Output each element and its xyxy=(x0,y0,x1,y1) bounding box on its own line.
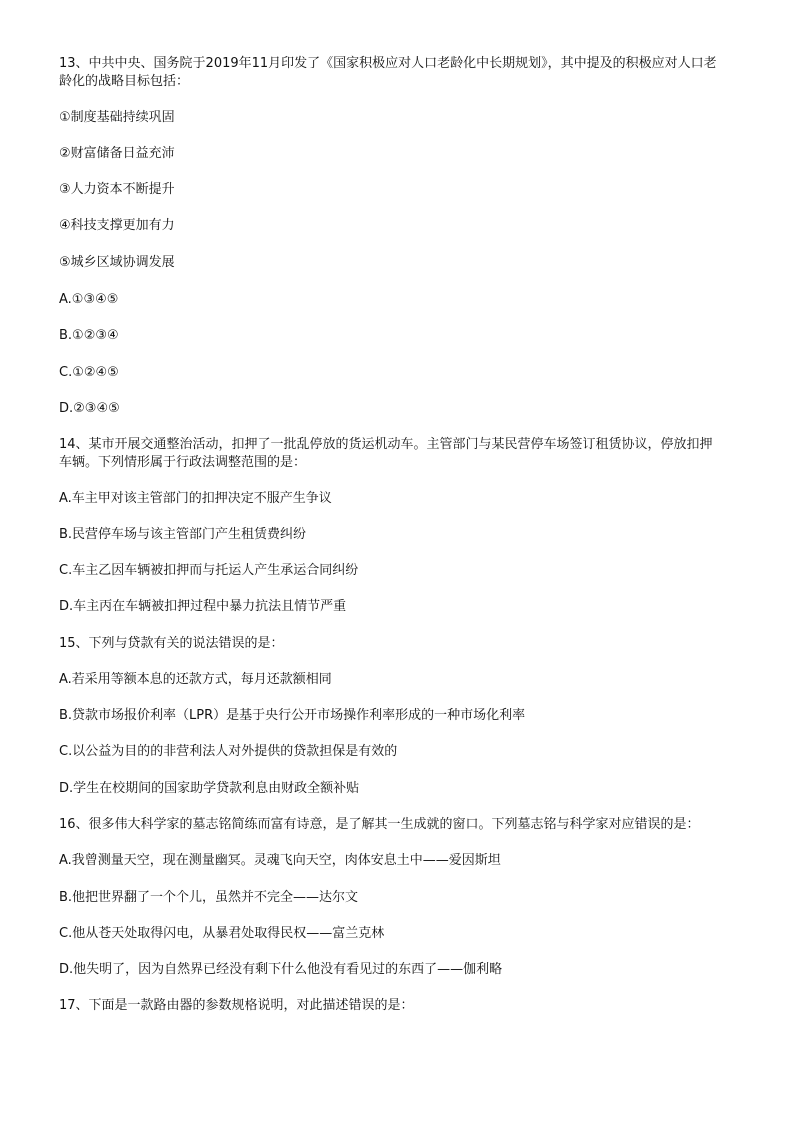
question-14-option-a: A.车主甲对该主管部门的扣押决定不服产生争议 xyxy=(59,491,332,506)
question-15-stem: 15、下列与贷款有关的说法错误的是： xyxy=(59,636,284,651)
question-13-option-c: C.①②④⑤ xyxy=(59,365,119,380)
question-13-item-3: ③人力资本不断提升 xyxy=(59,182,175,197)
question-14-stem-line-2: 车辆。下列情形属于行政法调整范围的是： xyxy=(59,455,307,470)
question-15-option-c: C.以公益为目的的非营利法人对外提供的贷款担保是有效的 xyxy=(59,744,398,759)
question-16-option-c: C.他从苍天处取得闪电，从暴君处取得民权——富兰克林 xyxy=(59,926,385,941)
question-13-item-1: ①制度基础持续巩固 xyxy=(59,110,175,125)
question-16-option-d: D.他失明了，因为自然界已经没有剩下什么他没有看见过的东西了——伽利略 xyxy=(59,962,503,977)
question-14-option-d: D.车主丙在车辆被扣押过程中暴力抗法且情节严重 xyxy=(59,599,347,614)
question-17-stem: 17、下面是一款路由器的参数规格说明，对此描述错误的是： xyxy=(59,998,414,1013)
question-13-item-4: ④科技支撑更加有力 xyxy=(59,218,175,233)
question-15-option-a: A.若采用等额本息的还款方式，每月还款额相同 xyxy=(59,672,332,687)
question-13-item-5: ⑤城乡区域协调发展 xyxy=(59,255,175,270)
question-15-option-b: B.贷款市场报价利率（LPR）是基于央行公开市场操作利率形成的一种市场化利率 xyxy=(59,708,526,723)
question-13-option-a: A.①③④⑤ xyxy=(59,292,119,307)
question-13-option-b: B.①②③④ xyxy=(59,328,119,343)
question-16-option-a: A.我曾测量天空，现在测量幽冥。灵魂飞向天空，肉体安息土中——爱因斯坦 xyxy=(59,853,501,868)
question-15-option-d: D.学生在校期间的国家助学贷款利息由财政全额补贴 xyxy=(59,781,360,796)
question-14-stem-line-1: 14、某市开展交通整治活动，扣押了一批乱停放的货运机动车。主管部门与某民营停车场签订租赁协议，停放扣押 xyxy=(59,437,713,452)
question-14-option-c: C.车主乙因车辆被扣押而与托运人产生承运合同纠纷 xyxy=(59,563,359,578)
question-13-item-2: ②财富储备日益充沛 xyxy=(59,146,175,161)
question-13-stem-line-2: 龄化的战略目标包括： xyxy=(59,74,190,89)
question-16-option-b: B.他把世界翻了一个个儿，虽然并不完全——达尔文 xyxy=(59,890,359,905)
question-14-option-b: B.民营停车场与该主管部门产生租赁费纠纷 xyxy=(59,527,307,542)
question-13-option-d: D.②③④⑤ xyxy=(59,401,120,416)
question-16-stem: 16、很多伟大科学家的墓志铭简练而富有诗意，是了解其一生成就的窗口。下列墓志铭与科学家对应错误的是： xyxy=(59,817,700,832)
question-13-stem-line-1: 13、中共中央、国务院于2019年11月印发了《国家积极应对人口老龄化中长期规划》，其中提及的积极应对人口老 xyxy=(59,56,717,71)
